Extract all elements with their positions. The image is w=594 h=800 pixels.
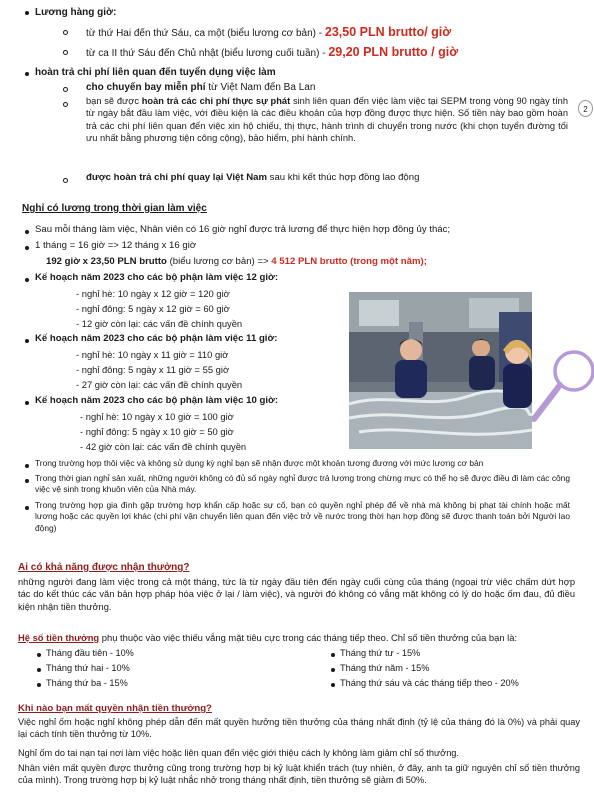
- magnifier-icon: [528, 345, 594, 425]
- factory-photo: [349, 292, 532, 449]
- plan-line: - 27 giờ còn lại: các vấn đề chính quyền: [76, 379, 243, 390]
- bullet-circle-icon: [63, 178, 68, 183]
- salary-title: Lương hàng giờ:: [35, 7, 117, 18]
- coefficient-item: Tháng thứ ba - 15%: [46, 678, 128, 688]
- coefficient-item: Tháng thứ tư - 15%: [340, 648, 421, 658]
- coefficient-item: Tháng thứ năm - 15%: [340, 663, 430, 673]
- bullet-icon: [25, 230, 29, 234]
- bullet-icon: [37, 683, 41, 687]
- paid-leave-intro: Sau mỗi tháng làm việc, Nhân viên có 16 giờ nghỉ được trả lương để thực hiện hợp đồng ủy thác;: [35, 224, 451, 235]
- plan-line: - 12 giờ còn lại: các vấn đề chính quyền: [76, 318, 243, 329]
- coefficient-item: Tháng thứ hai - 10%: [46, 663, 130, 673]
- page-number: 2: [578, 100, 593, 117]
- plan-line: - nghỉ hè: 10 ngày x 10 giờ = 100 giờ: [80, 411, 234, 422]
- coefficient-item: Tháng đầu tiên - 10%: [46, 648, 134, 658]
- plan-line: - nghỉ hè: 10 ngày x 11 giờ = 110 giờ: [76, 349, 229, 360]
- paid-leave-calc2: 192 giờ x 23,50 PLN brutto (biểu lương cơ bản) => 4 512 PLN brutto (trong một năm);: [46, 256, 427, 267]
- reimbursement-title: hoàn trả chi phí liên quan đến tuyển dụng việc làm: [35, 67, 276, 78]
- plan-line: - nghỉ hè: 10 ngày x 12 giờ = 120 giờ: [76, 288, 230, 299]
- bullet-icon: [331, 668, 335, 672]
- paid-leave-note: Trong thời gian nghỉ sản xuất, những người không có đủ số ngày nghỉ được trả lương trong chừng mực có thể họ sẽ được điều đi làm các công việc vệ sinh trong khuôn viên của Nhà máy.: [35, 473, 570, 495]
- paid-leave-calc1: 1 tháng = 16 giờ => 12 tháng x 16 giờ: [35, 240, 197, 251]
- section-heading: Khi nào bạn mất quyền nhận tiền thưởng?: [18, 703, 212, 714]
- bullet-icon: [25, 464, 29, 468]
- loss-text-3: Nhân viên mất quyền được thưởng cũng trong trường hợp bị kỷ luật khiển trách (tuy nhiên, ở đây, anh ta giữ nguyên chỉ số tiền thưởng của mình). Trong trường hợp bị kỷ luật nhắc nhở trong tháng nhất định, tiền thưởng sẽ giảm đi 50%.: [18, 763, 580, 786]
- coefficient-intro: Hệ số tiền thưởng phụ thuộc vào việc thiếu vắng mặt tiêu cực trong các tháng tiếp theo. Chỉ số tiền thưởng của bạn là:: [18, 632, 518, 643]
- bullet-icon: [37, 668, 41, 672]
- paid-leave-note: Trong trường hợp thôi việc và không sử dụng kỳ nghỉ bạn sẽ nhận được một khoản tương đương với mức lương cơ bản: [35, 458, 484, 468]
- coefficient-item: Tháng thứ sáu và các tháng tiếp theo - 20%: [340, 678, 519, 688]
- plan-title: Kế hoạch năm 2023 cho các bộ phận làm việc 11 giờ:: [35, 333, 278, 344]
- section-heading: Nghỉ có lương trong thời gian làm việc: [22, 203, 207, 214]
- reimbursement-flight: cho chuyến bay miễn phí từ Việt Nam đến Ba Lan: [86, 82, 316, 93]
- bullet-icon: [331, 683, 335, 687]
- section-heading: Ai có khả năng được nhận thưởng?: [18, 562, 190, 573]
- plan-title: Kế hoạch năm 2023 cho các bộ phận làm việc 10 giờ:: [35, 395, 279, 406]
- plan-line: - 42 giờ còn lại: các vấn đề chính quyền: [80, 441, 247, 452]
- bullet-circle-icon: [63, 50, 68, 55]
- bullet-circle-icon: [63, 30, 68, 35]
- bullet-icon: [25, 506, 29, 510]
- bullet-circle-icon: [63, 102, 68, 107]
- bullet-icon: [25, 246, 29, 250]
- loss-text-1: Việc nghỉ ốm hoặc nghỉ không phép dẫn đến mất quyền hưởng tiền thưởng của tháng nhất định (tỷ lệ của tháng đó là 0%) và phải quay lại cách tính tiền thưởng từ 10%.: [18, 717, 580, 740]
- salary-weekend: từ ca II thứ Sáu đến Chủ nhật (biểu lương cuối tuần) - 29,20 PLN brutto / giờ: [86, 45, 459, 59]
- bullet-icon: [25, 72, 29, 76]
- bullet-circle-icon: [63, 87, 68, 92]
- bullet-icon: [25, 401, 29, 405]
- plan-line: - nghỉ đông: 5 ngày x 12 giờ = 60 giờ: [76, 303, 230, 314]
- bullet-icon: [25, 479, 29, 483]
- bullet-icon: [37, 653, 41, 657]
- bullet-icon: [25, 278, 29, 282]
- bullet-icon: [25, 339, 29, 343]
- loss-text-2: Nghỉ ốm do tai nạn tại nơi làm việc hoặc liên quan đến việc giới thiệu cách ly không làm giảm chỉ số thưởng.: [18, 748, 459, 758]
- bullet-icon: [25, 11, 29, 15]
- plan-line: - nghỉ đông: 5 ngày x 10 giờ = 50 giờ: [80, 426, 234, 437]
- bullet-icon: [331, 653, 335, 657]
- plan-title: Kế hoạch năm 2023 cho các bộ phận làm việc 12 giờ:: [35, 272, 279, 283]
- salary-weekday: từ thứ Hai đến thứ Sáu, ca một (biểu lương cơ bản) - 23,50 PLN brutto/ giờ: [86, 25, 452, 39]
- reimbursement-actual: bạn sẽ được hoàn trả các chi phí thực sự phát sinh liên quan đến việc làm việc tại SEPM trong vòng 90 ngày tính từ ngày bắt đầu làm việc, với điều kiện là các điều khoản của hợp đồng được thực hiện. Số tiền này bao gồm hoàn trả các chi phí liên quan đến việc xin hộ chiếu, thị thực, hành trình di chuyển trong nước (khi chọn tuyển đường tối ưu nhất bằng phương tiện công cộng), bảo hiểm, phí hành chính.: [86, 96, 569, 143]
- plan-line: - nghỉ đông: 5 ngày x 11 giờ = 55 giờ: [76, 364, 230, 375]
- bonus-text: những người đang làm việc trong cả một tháng, tức là từ ngày đầu tiên đến ngày cuối cùng của tháng (ngoại trừ việc chấm dứt hợp tác do kết thúc các văn bản hợp pháp hóa việc ở lại / làm việc), và người đó không có vắng mặt không có lý do hoặc ốm đau, đủ điều kiện nhận tiền thưởng.: [18, 577, 575, 612]
- reimbursement-return: được hoàn trả chi phí quay lại Việt Nam sau khi kết thúc hợp đồng lao động: [86, 172, 420, 183]
- paid-leave-note: Trong trường hợp gia đình gặp trường hợp khẩn cấp hoặc sự cố, bạn có quyền nghỉ phép để về nhà mà không bị phạt tài chính hoặc mất lương hoặc các quyền lợi khác (chi phí vận chuyển liên quan đến việc trở về nước trong thời hạn hợp đồng sẽ được thanh toán bởi Người lao động): [35, 500, 570, 533]
